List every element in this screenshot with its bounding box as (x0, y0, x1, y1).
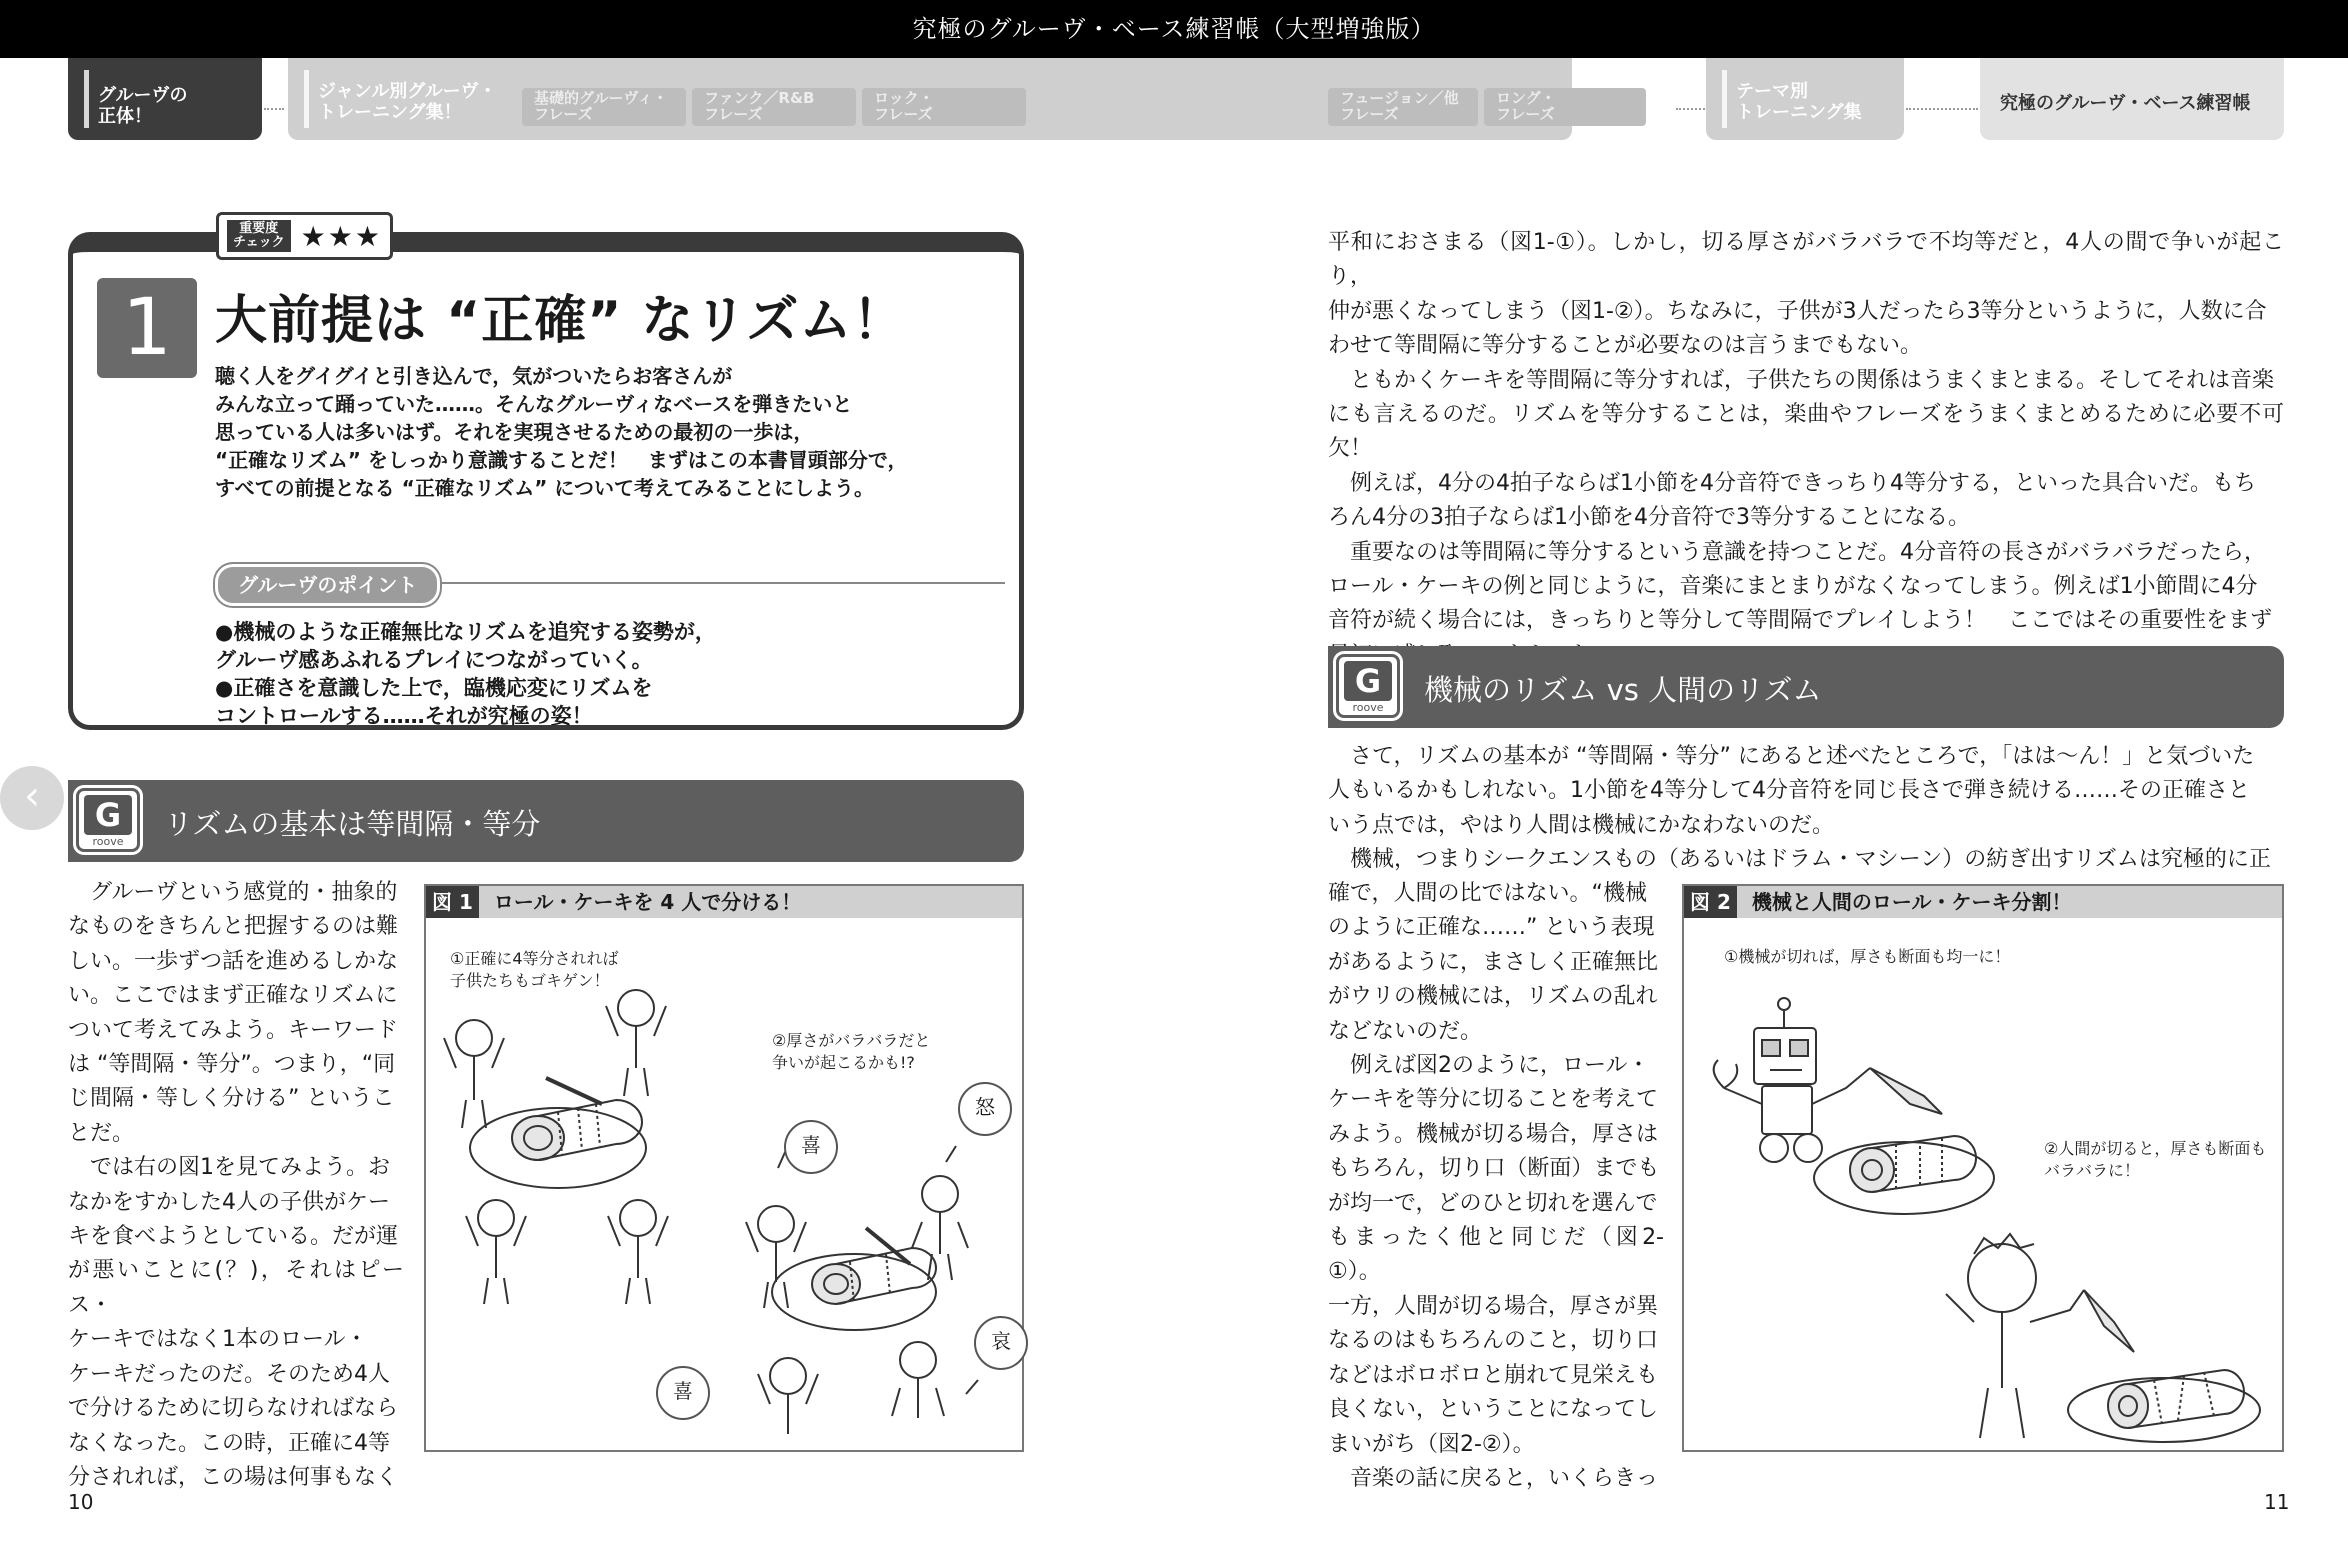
tab-label: ジャンル別グルーヴ・ トレーニング集！ (318, 81, 497, 123)
tab-ultimate-book[interactable] (1980, 58, 2284, 140)
body-line: で分けるために切らなければなら (68, 1396, 399, 1422)
body-line: ついて考えてみよう。キーワード (68, 1017, 399, 1043)
figure-1-header (426, 886, 1022, 918)
body-line: 音符が続く場合には，きっちりと等分して等間隔でプレイしよう！ ここではその重要性をまず (1328, 608, 2273, 634)
body-line: 例えば，4分の4拍子ならば1小節を4分音符できっちり4等分する，といった具合いだ。もち (1350, 470, 2256, 496)
tab-marker (1722, 70, 1727, 128)
body-line: ともかくケーキを等間隔に等分すれば，子供たちの関係はうまくまとまる。そしてそれは音楽 (1350, 367, 2275, 393)
section-heading-machine-vs-human (1328, 646, 2284, 728)
figure-1 (424, 884, 1024, 1452)
nav-divider (264, 108, 284, 110)
tab-label: テーマ別 トレーニング集 (1736, 81, 1862, 123)
subtab-long-phrase[interactable]: ロング・ フレーズ (1484, 88, 1646, 126)
tab-label: 究極のグルーヴ・ベース練習帳 (2000, 93, 2251, 114)
chapter-nav (68, 58, 2284, 140)
emotion-bubble-angry: 怒 (958, 1082, 1012, 1136)
groove-icon-letter: G (1344, 661, 1392, 701)
body-line: などないのだ。 (1328, 1018, 1483, 1044)
subtab-rock-phrase[interactable]: ロック・ フレーズ (862, 88, 1026, 126)
section-title: リズムの基本は等間隔・等分 (164, 807, 541, 841)
body-line: があるように，まさしく正確無比 (1328, 949, 1659, 975)
body-line: 音楽の話に戻ると，いくらきっ (1350, 1465, 1659, 1491)
lead-line: すべての前提となる “正確なリズム” について考えてみることにしよう。 (215, 476, 875, 500)
tab-groove-nature[interactable] (68, 58, 262, 140)
body-line: わせて等間隔に等分することが必要なのは言うまでもない。 (1328, 333, 1923, 359)
body-line: キを食べようとしている。だが運 (68, 1224, 399, 1250)
body-line: しい。一歩ずつ話を進めるしかな (68, 948, 399, 974)
lesson-lead (215, 362, 975, 502)
lead-line: 思っている人は多いはず。それを実現させるための最初の一歩は， (215, 420, 814, 444)
lead-line: “正確なリズム” をしっかり意識することだ！ まずはこの本書冒頭部分で， (215, 448, 908, 472)
book-title: 究極のグルーヴ・ベース練習帳（大型増強版） (912, 15, 1436, 43)
figure-1-caption-1: ①正確に4等分されれば 子供たちもゴキゲン！ (450, 949, 619, 990)
body-line: なるのはもちろんのこと，切り口 (1328, 1328, 1659, 1354)
body-line: のように正確な……” という表現 (1328, 915, 1655, 941)
subtab-fusion-phrase[interactable]: フュージョン／他 フレーズ (1328, 88, 1478, 126)
lesson-title: 大前提は “正確” なリズム！ (215, 291, 906, 351)
figure-1-illustration (426, 918, 1022, 1450)
body-line: 仲が悪くなってしまう（図1-②）。ちなみに，子供が3人だったら3等分というように，人数に合 (1328, 298, 2267, 324)
tab-genre-training[interactable] (288, 58, 1572, 140)
figure-1-title: ロール・ケーキを 4 人で分ける！ (493, 890, 802, 914)
lead-line: 聴く人をグイグイと引き込んで，気がついたらお客さんが (215, 364, 733, 388)
body-line: いう点では，やはり人間は機械にかなわないのだ。 (1328, 812, 1835, 838)
body-line: みよう。機械が切る場合，厚さは (1328, 1121, 1659, 1147)
body-line: がウリの機械には，リズムの乱れ (1328, 984, 1658, 1010)
point-line: グルーヴ感あふれるプレイにつながっていく。 (215, 648, 653, 672)
groove-icon-caption: roove (92, 835, 124, 848)
figure-2-title: 機械と人間のロール・ケーキ分割！ (1751, 890, 2072, 914)
body-line: ロール・ケーキの例と同じように，音楽にまとまりがなくなってしまう。例えば1小節間に4分 (1328, 574, 2258, 600)
body-line: い。ここではまず正確なリズムに (68, 983, 398, 1009)
body-line: 機械，つまりシークエンスもの（あるいはドラム・マシーン）の紡ぎ出すリズムは究極的に正 (1350, 847, 2271, 873)
tab-marker (304, 70, 309, 128)
page-number-left: 10 (68, 1490, 94, 1514)
nav-divider (1676, 108, 1708, 110)
figure-2 (1682, 884, 2284, 1452)
body-line: 人もいるかもしれない。1小節を4等分して4分音符を同じ長さで弾き続ける……その正確さと (1328, 778, 2250, 804)
figure-2-header (1684, 886, 2282, 918)
body-line: 良くない，ということになってし (1328, 1397, 1659, 1423)
body-line: さて，リズムの基本が “等間隔・等分” にあると述べたところで，「はは～ん！」と気づいた (1350, 744, 2255, 769)
right-intro-text (1328, 226, 2284, 673)
groove-icon (76, 788, 140, 852)
body-line: 重要なのは等間隔に等分するという意識を持つことだ。4分音符の長さがバラバラだったら， (1350, 539, 2267, 565)
tab-label: グルーヴの 正体！ (98, 85, 188, 127)
importance-check (216, 212, 393, 260)
body-line: 平和におさまる（図1-①）。しかし，切る厚さがバラバラで不均等だと，4人の間で争いが起こり， (1328, 230, 2284, 290)
tab-theme-training[interactable] (1706, 58, 1904, 140)
body-line: とだ。 (68, 1120, 135, 1146)
emotion-bubble-sad: 哀 (974, 1316, 1028, 1370)
emotion-bubble-happy: 喜 (656, 1366, 710, 1420)
body-line: は “等間隔・等分”。つまり，“同 (68, 1052, 396, 1078)
body-line: もちろん，切り口（断面）までも (1328, 1156, 1660, 1182)
subtab-funk-rb-phrase[interactable]: ファンク／R&B フレーズ (692, 88, 856, 126)
body-line: ろん4分の3拍子ならば1小節を4分音符で3等分することになる。 (1328, 505, 1970, 531)
body-line: まいがち（図2-②）。 (1328, 1431, 1535, 1457)
body-line: 一方，人間が切る場合，厚さが異 (1328, 1293, 1659, 1319)
figure-2-caption-2: ②人間が切ると，厚さも断面も バラバラに！ (2044, 1139, 2267, 1180)
body-line: なものをきちんと把握するのは難 (68, 914, 399, 940)
lead-line: みんな立って踊っていた……。そんなグルーヴィなベースを弾きたいと (215, 392, 853, 416)
body-line: じ間隔・等しく分ける” というこ (68, 1086, 395, 1112)
body-line: 確で，人間の比ではない。“機械 (1328, 881, 1647, 906)
page-number-right: 11 (2264, 1490, 2290, 1514)
body-line: 分されれば，この場は何事もなく (68, 1464, 399, 1490)
lesson-box (68, 232, 1024, 730)
groove-icon-caption: roove (1352, 701, 1384, 714)
body-line: ケーキだったのだ。そのため4人 (68, 1361, 390, 1387)
tab-marker (84, 70, 89, 128)
importance-stars: ★★★ (300, 219, 382, 253)
importance-label: 重要度 チェック (227, 220, 291, 253)
lesson-number: 1 (97, 278, 197, 378)
section2-body-wide (1328, 740, 2284, 878)
section1-body (68, 876, 404, 1495)
groove-points (215, 618, 975, 730)
chevron-left-icon: ‹ (24, 773, 40, 819)
body-line: などはボロボロと崩れて見栄えも (1328, 1362, 1659, 1388)
body-line: もまったく他と同じだ（図2-①）。 (1328, 1225, 1664, 1285)
body-line: グルーヴという感覚的・抽象的 (90, 880, 398, 905)
body-line: が悪いことに(？)，それはピース・ (68, 1258, 404, 1318)
point-line: コントロールする……それが究極の姿！ (215, 704, 593, 728)
groove-icon (1336, 654, 1400, 718)
section2-body-narrow (1328, 877, 1664, 1496)
figure-1-number: 図 1 (426, 886, 479, 918)
figure-2-caption-1: ①機械が切れば，厚さも断面も均一に！ (1724, 947, 2011, 966)
groove-icon-letter: G (84, 795, 132, 835)
previous-page-button[interactable] (0, 766, 64, 830)
body-line: が均一で，どのひと切れを選んで (1328, 1190, 1658, 1216)
subtab-basic-phrase[interactable]: 基礎的グルーヴィ・ フレーズ (522, 88, 686, 126)
body-line: では右の図1を見てみよう。お (90, 1155, 390, 1181)
emotion-bubble-happy: 喜 (784, 1120, 838, 1174)
figure-1-caption-2: ②厚さがバラバラだと 争いが起こるかも!? (772, 1031, 931, 1072)
body-line: にも言えるのだ。リズムを等分することは，楽曲やフレーズをうまくまとめるために必要不可欠！ (1328, 402, 2284, 462)
book-title-bar (0, 0, 2348, 58)
figure-2-illustration (1684, 918, 2282, 1450)
point-line: ●正確さを意識した上で，臨機応変にリズムを (215, 676, 653, 700)
body-line: なかをすかした4人の子供がケー (68, 1189, 390, 1215)
nav-divider (1906, 108, 1978, 110)
section-title: 機械のリズム vs 人間のリズム (1424, 673, 1822, 707)
point-line: ●機械のような正確無比なリズムを追究する姿勢が， (215, 620, 716, 644)
section-heading-rhythm-basics (68, 780, 1024, 862)
body-line: なくなった。この時，正確に4等 (68, 1430, 390, 1456)
body-line: ケーキではなく1本のロール・ (68, 1327, 368, 1353)
body-line: ケーキを等分に切ることを考えて (1328, 1087, 1659, 1113)
body-line: 例えば図2のように，ロール・ (1350, 1053, 1650, 1079)
groove-point-badge: グルーヴのポイント (215, 564, 440, 606)
figure-2-number: 図 2 (1684, 886, 1737, 918)
